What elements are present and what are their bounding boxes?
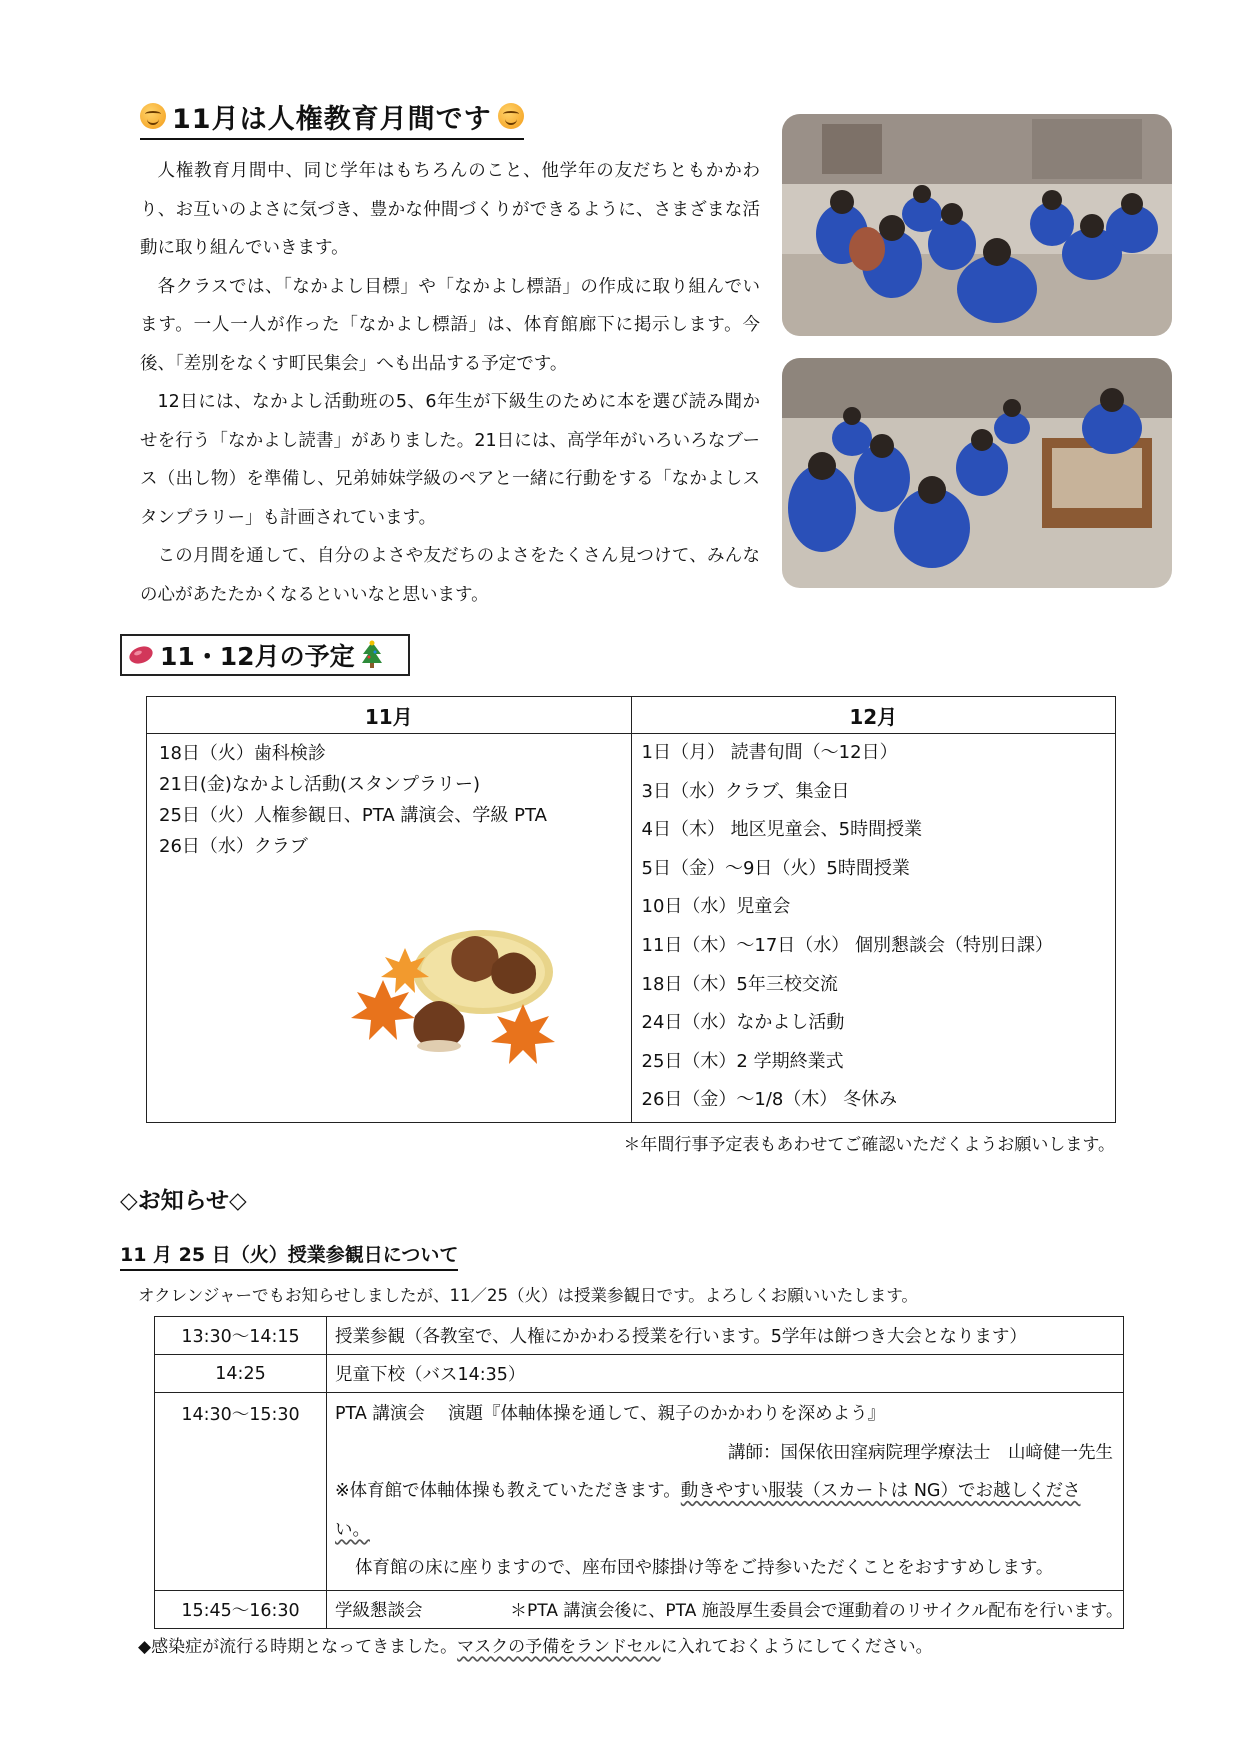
section1-body xyxy=(140,152,760,614)
smile-emoji-icon xyxy=(140,103,166,129)
section1-title: 11月は人権教育月間です xyxy=(172,103,492,135)
detail-cell xyxy=(327,1393,1124,1591)
christmas-tree-icon xyxy=(361,640,383,670)
list-item: 18日（木）5年三校交流 xyxy=(641,973,838,995)
photo-reading-session xyxy=(782,358,1172,588)
list-item: 11日（木）～17日（水） 個別懇談会（特別日課） xyxy=(641,934,1054,956)
list-item: 4日（木） 地区児童会、5時間授業 xyxy=(641,819,923,841)
schedule-note: ＊年間行事予定表もあわせてご確認いただくようお願いします。 xyxy=(623,1135,1115,1155)
paragraph-2: 各クラスでは、「なかよし目標」や「なかよし標語」の作成に取り組んでいます。一人一人が作った「なかよし標語」は、体育館廊下に掲示します。今後、「差別をなくす町民集会」へも出品する予定です。 xyxy=(140,276,760,374)
list-item: 21日(金)なかよし活動(スタンプラリー) xyxy=(159,774,480,795)
list-item: 1日（月） 読書旬間（～12日） xyxy=(641,742,898,763)
paragraph-1: 人権教育月間中、同じ学年はもちろんのこと、他学年の友だちともかかわり、お互いのよさに気づき、豊かな仲間づくりができるように、さまざまな活動に取り組んでいきます。 xyxy=(140,161,760,258)
schedule-table xyxy=(146,696,1116,1123)
list-item: 25日（木）2 学期終業式 xyxy=(641,1050,844,1072)
pta-recycle-note: ＊PTA 講演会後に、PTA 施設厚生委員会で運動着のリサイクル配布を行います。 xyxy=(510,1601,1123,1621)
section2-heading xyxy=(120,634,410,676)
lecture-title: PTA 講演会 演題『体軸体操を通して、親子のかかわりを深めよう』 xyxy=(335,1404,886,1424)
section1-heading xyxy=(140,96,524,140)
detail-cell: 児童下校（バス14:35） xyxy=(327,1355,1124,1393)
time-cell: 14:25 xyxy=(155,1355,327,1393)
time-cell: 15:45～16:30 xyxy=(155,1590,327,1628)
table-row xyxy=(155,1393,1124,1591)
table-row xyxy=(155,1317,1124,1355)
mask-note: ◆感染症が流行る時期となってきました。マスクの予備をランドセルに入れておくようにしてください。 xyxy=(138,1637,933,1657)
list-item: 5日（金）～9日（火）5時間授業 xyxy=(641,857,910,879)
column-header-november: 11月 xyxy=(147,697,632,734)
list-item: 24日（水）なかよし活動 xyxy=(641,1012,845,1034)
december-events-cell xyxy=(631,734,1116,1123)
open-class-table xyxy=(154,1316,1124,1629)
sweet-potato-icon xyxy=(128,644,154,666)
paragraph-3: 12日には、なかよし活動班の5、6年生が下級生のために本を選び読み聞かせを行う「なかよし読書」がありました。21日には、高学年がいろいろなブース（出し物）を準備し、兄弟姉妹学級のペアと一緒に行動をする「なかよしスタンプラリー」も計画されています。 xyxy=(140,392,760,528)
list-item: 26日（金）～1/8（木） 冬休み xyxy=(641,1089,898,1111)
section2-title: 11・12月の予定 xyxy=(160,642,355,671)
list-item: 25日（火）人権参観日、PTA 講演会、学級 PTA xyxy=(159,805,547,826)
open-class-heading: 11 月 25 日（火）授業参観日について xyxy=(120,1240,458,1271)
table-row xyxy=(155,1355,1124,1393)
list-item: 10日（水）児童会 xyxy=(641,896,791,918)
autumn-chestnut-leaves-illustration xyxy=(343,920,579,1068)
lecturer-name: 講師：国保依田窪病院理学療法士 山﨑健一先生 xyxy=(728,1442,1113,1463)
notice-heading: ◇お知らせ◇ xyxy=(120,1188,247,1214)
lecture-note-2: 体育館の床に座りますので、座布団や膝掛け等をご持参いただくことをおすすめします。 xyxy=(355,1558,1054,1578)
photo-children-circle xyxy=(782,114,1172,336)
time-cell: 13:30～14:15 xyxy=(155,1317,327,1355)
column-header-december: 12月 xyxy=(631,697,1116,734)
list-item: 3日（水）クラブ、集金日 xyxy=(641,780,850,802)
november-events-cell xyxy=(147,734,632,1123)
open-class-intro: オクレンジャーでもお知らせしましたが、11／25（火）は授業参観日です。よろしくお願いいたします。 xyxy=(138,1286,918,1305)
list-item: 26日（水）クラブ xyxy=(159,836,308,857)
paragraph-4: この月間を通して、自分のよさや友だちのよさをたくさん見つけて、みんなの心があたたかくなるといいなと思います。 xyxy=(140,546,760,605)
list-item: 18日（火）歯科検診 xyxy=(159,743,326,764)
time-cell: 14:30～15:30 xyxy=(155,1393,327,1591)
detail-cell: 学級懇談会 xyxy=(327,1590,1124,1628)
lecture-note: ※体育館で体軸体操も教えていただきます。動きやすい服装（スカートは NG）でお越しください。 xyxy=(335,1481,1081,1540)
smile-emoji-icon xyxy=(498,103,524,129)
detail-cell: 授業参観（各教室で、人権にかかわる授業を行います。5学年は餅つき大会となります） xyxy=(327,1317,1124,1355)
